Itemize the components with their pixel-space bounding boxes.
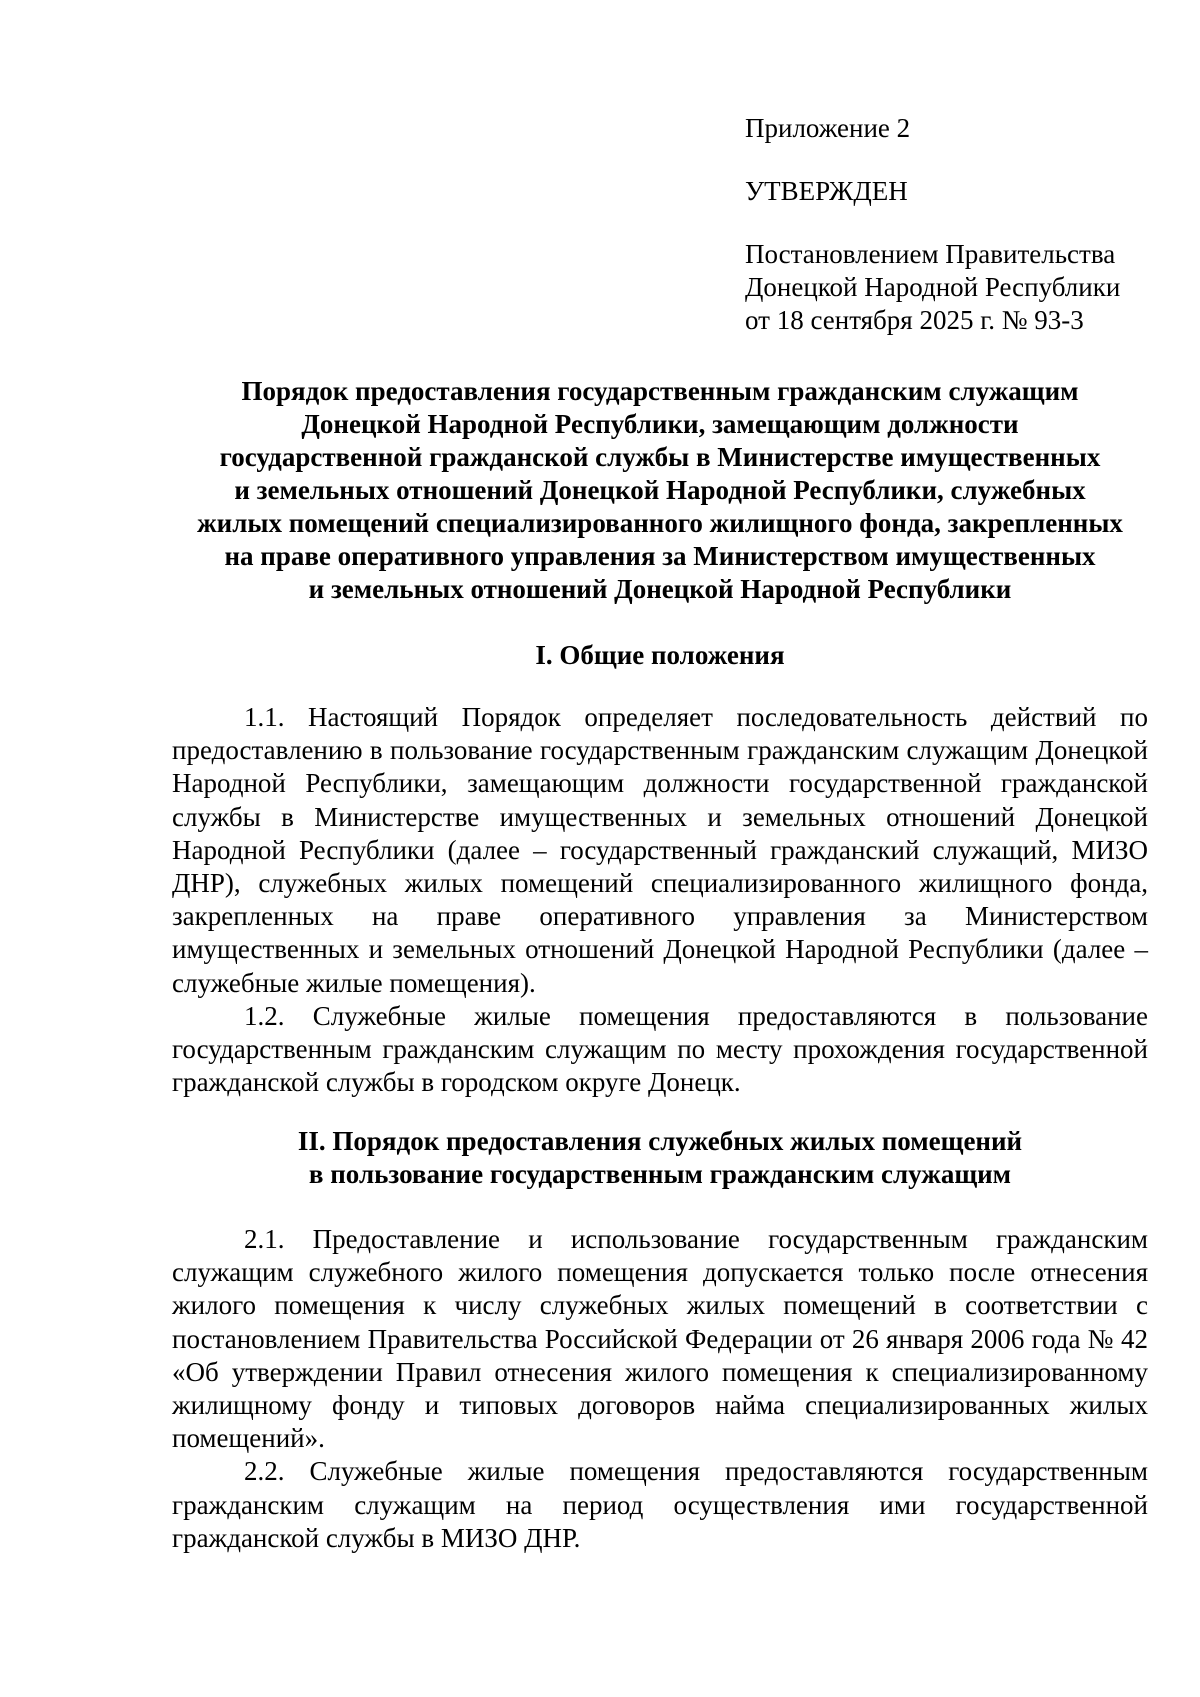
paragraph-1-1: 1.1. Настоящий Порядок определяет последовательность действий по предоставлению в пользование государственным гражданским служащим Донецкой Народной Республики, замещающим должности государственной гражданской службы в Министерстве имущественных и земельных отношений Донецкой Народной Республики (далее – государственный гражданский служащий, МИЗО ДНР), служебных жилых помещений специализированного жилищного фонда, закрепленных на праве оперативного управления за Министерством имущественных и земельных отношений Донецкой Народной Республики (далее – служебные жилые помещения). bbox=[172, 702, 1148, 998]
section-1-heading: I. Общие положения bbox=[535, 640, 785, 670]
decree-line-2: Донецкой Народной Республики bbox=[745, 272, 1121, 302]
title-line-3: государственной гражданской службы в Министерстве имущественных bbox=[219, 442, 1101, 472]
paragraph-1-2: 1.2. Служебные жилые помещения предоставляются в пользование государственным гражданским служащим по месту прохождения государственной гражданской службы в городском округе Донецк. bbox=[172, 1000, 1148, 1098]
title-line-6: на праве оперативного управления за Министерством имущественных bbox=[224, 541, 1096, 571]
approval-stamp-block bbox=[745, 112, 1165, 337]
decree-line-1: Постановлением Правительства bbox=[745, 239, 1116, 269]
section-2-heading bbox=[172, 1125, 1148, 1191]
section-2-heading-line-1: II. Порядок предоставления служебных жилых помещений bbox=[297, 1126, 1023, 1156]
title-line-1: Порядок предоставления государственным гражданским служащим bbox=[241, 376, 1079, 406]
section-2-body bbox=[172, 1223, 1148, 1555]
approved-label: УТВЕРЖДЕН bbox=[745, 176, 908, 206]
section-1-body bbox=[172, 701, 1148, 1099]
paragraph-2-1: 2.1. Предоставление и использование государственным гражданским служащим служебного жилого помещения допускается только после отнесения жилого помещения к числу служебных жилых помещений в соответствии с постановлением Правительства Российской Федерации от 26 января 2006 года № 42 «Об утверждении Правил отнесения жилого помещения к специализированному жилищному фонду и типовых договоров найма специализированных жилых помещений». bbox=[172, 1224, 1148, 1454]
title-line-4: и земельных отношений Донецкой Народной Республики, служебных bbox=[234, 475, 1086, 505]
title-line-2: Донецкой Народной Республики, замещающим должности bbox=[301, 409, 1019, 439]
document-title bbox=[172, 375, 1148, 606]
title-line-5: жилых помещений специализированного жилищного фонда, закрепленных bbox=[197, 508, 1123, 538]
paragraph-2-2: 2.2. Служебные жилые помещения предоставляются государственным гражданским служащим на период осуществления ими государственной гражданской службы в МИЗО ДНР. bbox=[172, 1456, 1148, 1553]
section-2-heading-line-2: в пользование государственным гражданским служащим bbox=[308, 1159, 1012, 1189]
decree-line-3: от 18 сентября 2025 г. № 93-3 bbox=[745, 305, 1084, 335]
title-line-7: и земельных отношений Донецкой Народной Республики bbox=[308, 574, 1012, 604]
appendix-label: Приложение 2 bbox=[745, 113, 911, 143]
